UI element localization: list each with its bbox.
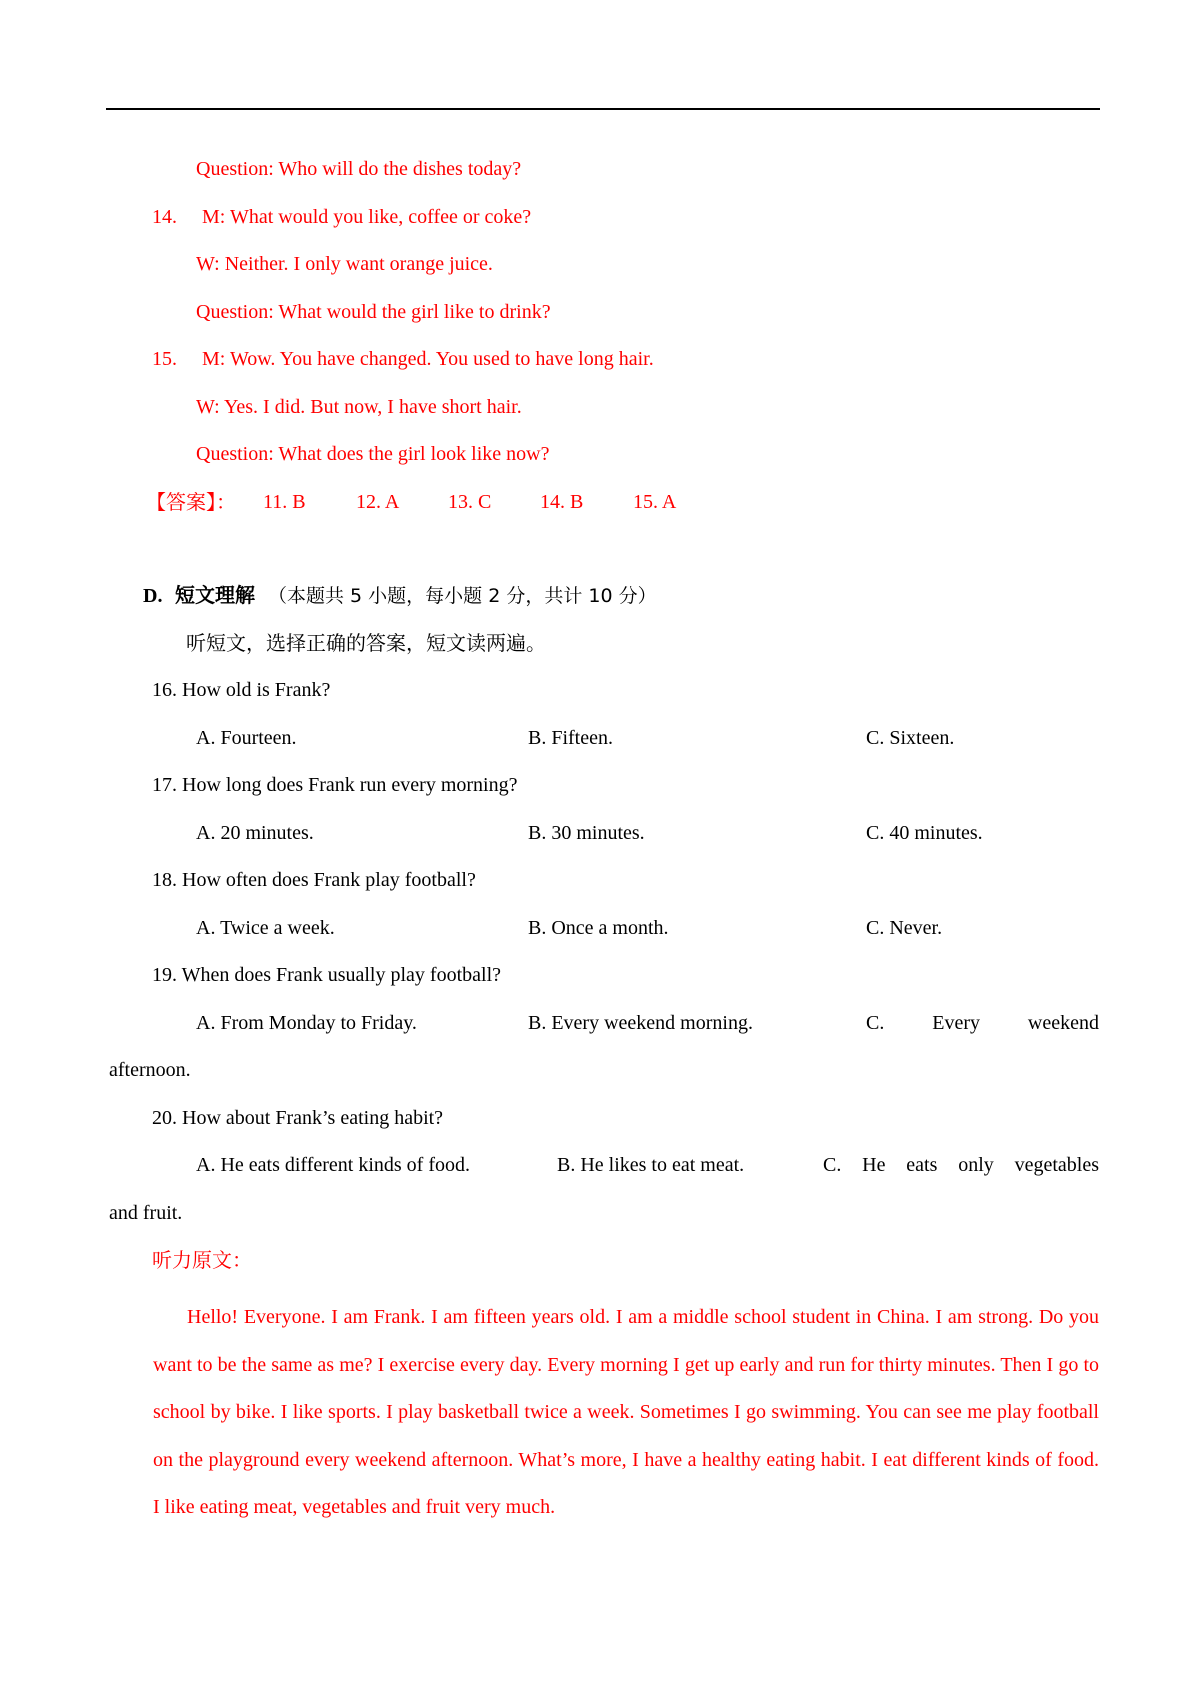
q18-option-a: A. Twice a week.	[196, 917, 335, 939]
transcript-text: Hello! Everyone. I am Frank. I am fifteen years old. I am a middle school student in China. I am strong. Do you want to be the same as me? I exercise every day. Every morning I get up early and run for thirty minutes. Then I go to school by bike. I like sports. I play basketball twice a week. Sometimes I go swimming. You can see me play football on the playground every weekend afternoon. What’s more, I have a healthy eating habit. I eat different kinds of food. I like eating meat, vegetables and fruit very much.	[153, 1306, 1099, 1519]
answer-13: 13. C	[448, 491, 492, 513]
q19-option-a: A. From Monday to Friday.	[196, 1012, 417, 1034]
header-rule	[106, 108, 1100, 110]
q14-woman-line: W: Neither. I only want orange juice.	[196, 253, 493, 275]
q15-woman-line: W: Yes. I did. But now, I have short hair.	[196, 396, 522, 418]
question-17: 17. How long does Frank run every morning?	[152, 774, 518, 796]
q17-option-a: A. 20 minutes.	[196, 822, 314, 844]
answer-12: 12. A	[356, 491, 400, 513]
q19-option-c	[866, 1010, 1099, 1036]
q15-man-line: M: Wow. You have changed. You used to have long hair.	[202, 348, 654, 370]
q15-number: 15.	[152, 348, 177, 370]
q17-option-c: C. 40 minutes.	[866, 822, 983, 844]
q16-option-a: A. Fourteen.	[196, 727, 297, 749]
q19-option-c-letter: C.	[866, 1012, 885, 1034]
q20-option-c-word: vegetables	[1014, 1154, 1099, 1176]
question-19: 19. When does Frank usually play football?	[152, 964, 502, 986]
q20-option-c-wrap: and fruit.	[109, 1202, 183, 1224]
q20-option-c-word: He	[862, 1154, 886, 1176]
q20-option-c-word: eats	[906, 1154, 938, 1176]
q20-option-c-word: only	[958, 1154, 994, 1176]
q16-option-c: C. Sixteen.	[866, 727, 955, 749]
answer-14: 14. B	[540, 491, 584, 513]
section-d-instruction: 听短文，选择正确的答案，短文读两遍。	[186, 631, 546, 655]
q18-option-c: C. Never.	[866, 917, 943, 939]
q19-option-c-word: weekend	[1027, 1012, 1099, 1034]
q20-option-b: B. He likes to eat meat.	[557, 1154, 745, 1176]
q17-option-b: B. 30 minutes.	[528, 822, 645, 844]
question-20: 20. How about Frank’s eating habit?	[152, 1107, 444, 1129]
transcript-label: 听力原文：	[152, 1248, 252, 1272]
q19-option-b: B. Every weekend morning.	[528, 1012, 753, 1034]
q20-option-a: A. He eats different kinds of food.	[196, 1154, 471, 1176]
section-d-letter: D.	[143, 585, 163, 607]
q20-option-c	[823, 1152, 1099, 1178]
q16-option-b: B. Fifteen.	[528, 727, 613, 749]
question-18: 18. How often does Frank play football?	[152, 869, 476, 891]
q14-man-line: M: What would you like, coffee or coke?	[202, 206, 532, 228]
section-d-note: （本题共 5 小题，每小题 2 分，共计 10 分）	[268, 585, 657, 607]
section-d-title: 短文理解	[175, 583, 255, 607]
question-16: 16. How old is Frank?	[152, 679, 331, 701]
q19-option-c-word: Every	[932, 1012, 981, 1034]
q14-question: Question: What would the girl like to drink?	[196, 301, 551, 323]
answer-label: 【答案】：	[146, 490, 236, 514]
answer-15: 15. A	[633, 491, 677, 513]
q20-option-c-letter: C.	[823, 1154, 842, 1176]
answer-11: 11. B	[263, 491, 306, 513]
q13-question: Question: Who will do the dishes today?	[196, 158, 522, 180]
q18-option-b: B. Once a month.	[528, 917, 669, 939]
q15-question: Question: What does the girl look like now?	[196, 443, 550, 465]
q19-option-c-wrap: afternoon.	[109, 1059, 191, 1081]
q14-number: 14.	[152, 206, 177, 228]
